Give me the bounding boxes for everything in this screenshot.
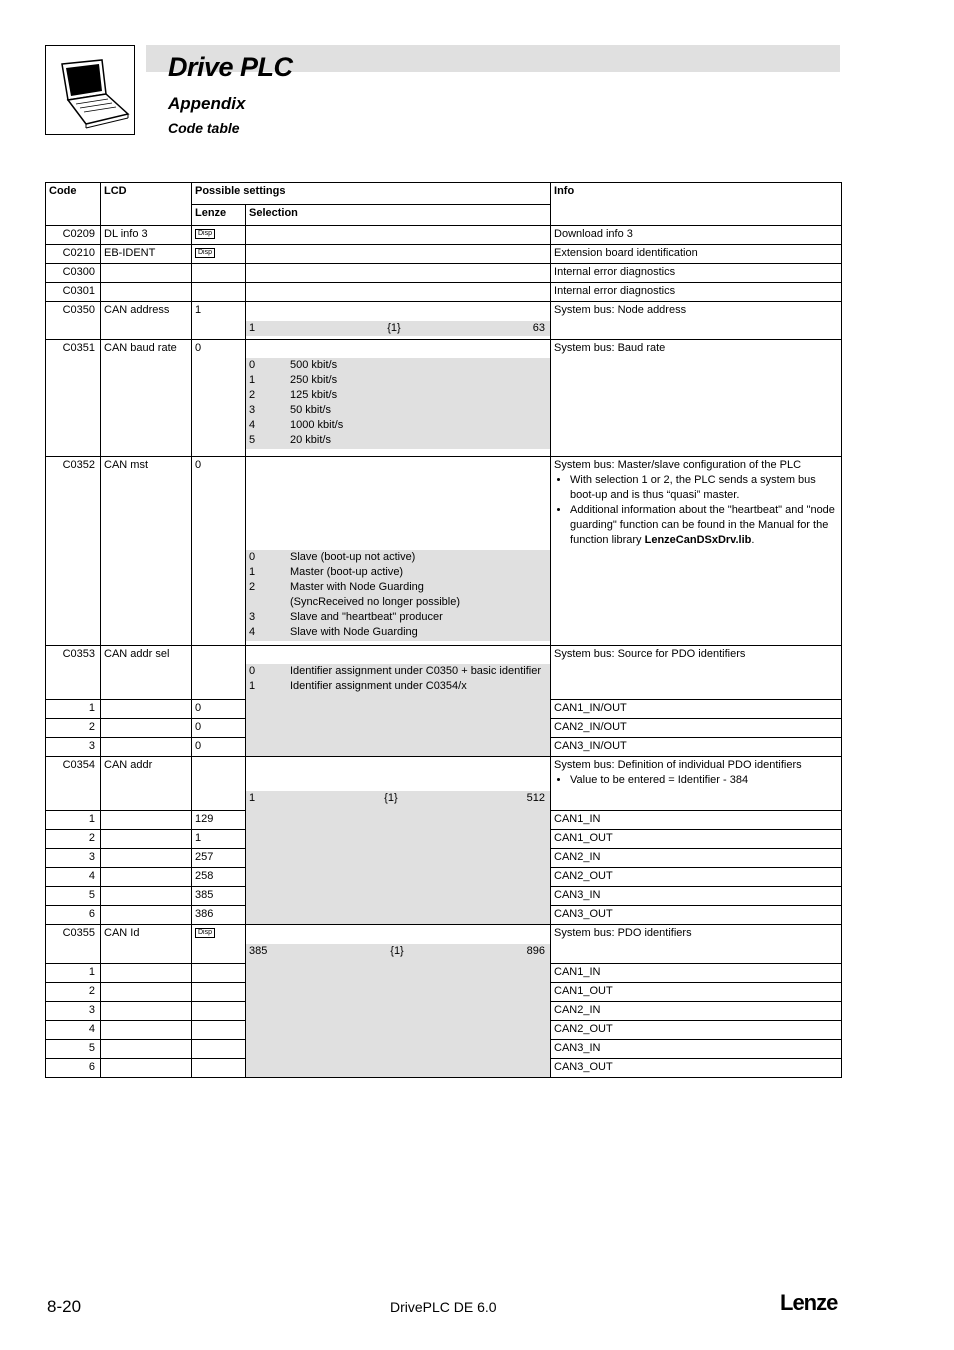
subcode-cell: 5 <box>46 1040 101 1059</box>
lcd-cell: CAN Id <box>101 925 192 964</box>
lcd-cell: DL info 3 <box>101 226 192 245</box>
code-cell: C0351 <box>46 340 101 457</box>
table-row <box>46 264 842 283</box>
option-row: 4 Slave with Node Guarding <box>249 626 418 638</box>
table-row <box>46 245 842 264</box>
code-cell: C0209 <box>46 226 101 245</box>
info-cell: Internal error diagnostics <box>551 264 842 283</box>
lcd-cell <box>101 983 192 1002</box>
option-row: 0 Identifier assignment under C0350 + basic identifier <box>249 665 542 677</box>
info-cell: System bus: Definition of individual PDO identifiers • Value to be entered = Identifier - 384 <box>551 757 842 811</box>
info-cell: CAN3_IN <box>551 887 842 906</box>
bullet-item: • With selection 1 or 2, the PLC sends a system bus boot-up and is thus “quasi” master. <box>570 473 838 503</box>
bullet-item: • Value to be entered = Identifier - 384 <box>570 773 838 788</box>
subcode-cell: 2 <box>46 719 101 738</box>
page-number: 8-20 <box>47 1297 82 1316</box>
range-row: 1 {1} 63 <box>246 321 550 336</box>
option-row: 1 Identifier assignment under C0354/x <box>249 680 467 692</box>
header-selection: Selection <box>246 205 551 226</box>
lcd-cell: CAN mst <box>101 457 192 646</box>
code-cell: C0350 <box>46 302 101 340</box>
subcode-cell: 2 <box>46 983 101 1002</box>
bullet-item: • Additional information about the "heartbeat" and "node guarding" function can be found in the Manual for the function library LenzeCanDSxDrv.lib. <box>570 503 838 548</box>
disp-badge: Disp <box>195 248 215 258</box>
lcd-cell <box>101 1021 192 1040</box>
lenze-cell <box>192 1021 246 1040</box>
lenze-cell <box>192 964 246 983</box>
info-cell: CAN3_OUT <box>551 906 842 925</box>
lcd-cell <box>101 811 192 830</box>
lenze-cell <box>192 1002 246 1021</box>
lenze-cell: 257 <box>192 849 246 868</box>
selection-cell <box>246 340 551 457</box>
lenze-cell <box>192 264 246 283</box>
code-cell: C0352 <box>46 457 101 646</box>
table-row <box>46 340 842 457</box>
range-row: 385 {1} 896 <box>246 944 550 959</box>
info-cell: CAN1_IN/OUT <box>551 700 842 719</box>
selection-cell <box>246 245 551 264</box>
table-row <box>46 925 842 964</box>
lenze-cell <box>192 757 246 811</box>
info-cell: CAN2_OUT <box>551 868 842 887</box>
subcode-cell: 6 <box>46 906 101 925</box>
selection-cell <box>246 457 551 646</box>
table-row <box>46 646 842 700</box>
code-cell: C0355 <box>46 925 101 964</box>
lcd-cell: CAN addr <box>101 757 192 811</box>
info-cell: CAN2_IN/OUT <box>551 719 842 738</box>
subcode-cell: 1 <box>46 964 101 983</box>
lenze-cell: 0 <box>192 700 246 719</box>
option-row: 5 20 kbit/s <box>249 434 331 446</box>
lenze-cell: 0 <box>192 719 246 738</box>
info-cell: System bus: Baud rate <box>551 340 842 457</box>
lcd-cell <box>101 1040 192 1059</box>
lcd-cell <box>101 849 192 868</box>
info-cell: CAN3_IN <box>551 1040 842 1059</box>
subcode-cell: 3 <box>46 849 101 868</box>
lcd-cell: EB-IDENT <box>101 245 192 264</box>
lenze-cell: 258 <box>192 868 246 887</box>
code-cell: C0353 <box>46 646 101 700</box>
selection-cell <box>246 646 551 757</box>
table-row <box>46 457 842 646</box>
lcd-cell <box>101 868 192 887</box>
lcd-cell <box>101 283 192 302</box>
header-lcd: LCD <box>101 183 192 226</box>
lcd-cell <box>101 700 192 719</box>
lcd-cell <box>101 1059 192 1078</box>
lenze-cell <box>192 646 246 700</box>
info-cell: System bus: Master/slave configuration of the PLC • With selection 1 or 2, the PLC sends a system bus boot-up and is thus “quasi” master. • Additional information about the "heartbeat" and "node guarding" function can be found in the Manual for the function library LenzeCanDSxDrv.lib. <box>551 457 842 646</box>
selection-cell <box>246 226 551 245</box>
header-possible-settings: Possible settings <box>192 183 551 205</box>
subcode-cell: 6 <box>46 1059 101 1078</box>
lcd-cell <box>101 719 192 738</box>
lenze-cell: 1 <box>192 302 246 340</box>
option-row: 2 Master with Node Guarding <box>249 581 424 593</box>
info-cell: System bus: Node address <box>551 302 842 340</box>
code-cell: C0210 <box>46 245 101 264</box>
option-row: 3 Slave and "heartbeat" producer <box>249 611 443 623</box>
document-id: DrivePLC DE 6.0 <box>390 1299 497 1315</box>
disp-badge: Disp <box>195 928 215 938</box>
table-row <box>46 283 842 302</box>
selection-cell <box>246 264 551 283</box>
code-cell: C0300 <box>46 264 101 283</box>
lenze-cell <box>192 983 246 1002</box>
table-row <box>46 302 842 340</box>
option-row: 0 Slave (boot-up not active) <box>249 551 416 563</box>
header-lenze: Lenze <box>192 205 246 226</box>
info-cell: Internal error diagnostics <box>551 283 842 302</box>
subcode-cell: 2 <box>46 830 101 849</box>
subsection-title: Code table <box>168 120 240 136</box>
option-row: 2 125 kbit/s <box>249 389 338 401</box>
lcd-cell <box>101 830 192 849</box>
disp-badge: Disp <box>195 229 215 239</box>
section-title: Appendix <box>168 94 246 113</box>
subcode-cell: 3 <box>46 1002 101 1021</box>
lcd-cell <box>101 264 192 283</box>
selection-cell <box>246 302 551 340</box>
info-cell: CAN1_IN <box>551 964 842 983</box>
lenze-cell: 0 <box>192 340 246 457</box>
lcd-cell: CAN baud rate <box>101 340 192 457</box>
info-cell: System bus: Source for PDO identifiers <box>551 646 842 700</box>
option-row: 1 250 kbit/s <box>249 374 338 386</box>
table-row <box>46 757 842 811</box>
info-cell: CAN1_OUT <box>551 983 842 1002</box>
option-row: 4 1000 kbit/s <box>249 419 344 431</box>
selection-cell <box>246 283 551 302</box>
subcode-cell: 3 <box>46 738 101 757</box>
info-cell: Download info 3 <box>551 226 842 245</box>
info-cell: CAN2_OUT <box>551 1021 842 1040</box>
lenze-cell <box>192 245 246 264</box>
lenze-cell <box>192 283 246 302</box>
lenze-cell <box>192 226 246 245</box>
lcd-cell <box>101 1002 192 1021</box>
subcode-cell: 5 <box>46 887 101 906</box>
option-row: (SyncReceived no longer possible) <box>290 596 460 608</box>
lenze-cell: 1 <box>192 830 246 849</box>
subcode-cell: 4 <box>46 868 101 887</box>
info-cell: CAN1_OUT <box>551 830 842 849</box>
page-title: Drive PLC <box>168 52 293 82</box>
option-row: 3 50 kbit/s <box>249 404 331 416</box>
option-row: 0 500 kbit/s <box>249 359 338 371</box>
lcd-cell <box>101 906 192 925</box>
subcode-cell: 4 <box>46 1021 101 1040</box>
range-row: 1 {1} 512 <box>246 791 550 806</box>
code-cell: C0301 <box>46 283 101 302</box>
lenze-cell <box>192 925 246 964</box>
code-cell: C0354 <box>46 757 101 811</box>
lcd-cell: CAN addr sel <box>101 646 192 700</box>
lenze-cell <box>192 1059 246 1078</box>
lenze-cell: 385 <box>192 887 246 906</box>
info-cell: Extension board identification <box>551 245 842 264</box>
header-code: Code <box>46 183 101 226</box>
info-cell: CAN3_OUT <box>551 1059 842 1078</box>
lcd-cell <box>101 738 192 757</box>
info-cell: CAN3_IN/OUT <box>551 738 842 757</box>
header-info: Info <box>551 183 842 226</box>
info-cell: CAN2_IN <box>551 849 842 868</box>
subcode-cell: 1 <box>46 700 101 719</box>
info-cell: CAN2_IN <box>551 1002 842 1021</box>
selection-cell <box>246 757 551 925</box>
selection-cell <box>246 925 551 1078</box>
brand-logo: Lenze <box>780 1290 838 1315</box>
info-cell: CAN1_IN <box>551 811 842 830</box>
lcd-cell: CAN address <box>101 302 192 340</box>
laptop-logo <box>45 45 135 135</box>
option-row: 1 Master (boot-up active) <box>249 566 404 578</box>
lcd-cell <box>101 887 192 906</box>
lenze-cell: 129 <box>192 811 246 830</box>
code-table <box>45 182 842 1078</box>
subcode-cell: 1 <box>46 811 101 830</box>
table-row <box>46 226 842 245</box>
lenze-cell <box>192 1040 246 1059</box>
lenze-cell: 0 <box>192 738 246 757</box>
info-cell: System bus: PDO identifiers <box>551 925 842 964</box>
lenze-cell: 0 <box>192 457 246 646</box>
lenze-cell: 386 <box>192 906 246 925</box>
laptop-icon <box>46 46 134 134</box>
lcd-cell <box>101 964 192 983</box>
